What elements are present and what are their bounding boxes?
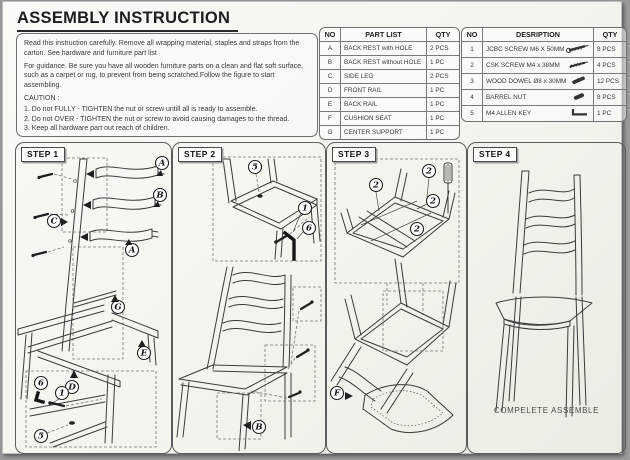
caution-item: 3. Keep all hardware part out reach of children. [24, 125, 170, 133]
hardware-qty: 12 PCS [594, 74, 627, 90]
svg-text:2: 2 [373, 180, 379, 191]
cushion-seat [363, 385, 453, 433]
callout-2 [423, 165, 436, 198]
svg-text:5: 5 [38, 431, 44, 442]
instructions-box [16, 33, 318, 137]
col-description: DESRIPTION [483, 28, 594, 42]
svg-text:E: E [140, 348, 148, 359]
step1-diagram [16, 155, 171, 451]
part-row [320, 56, 459, 70]
part-no: E [320, 98, 341, 112]
hardware-name: CSK SCREW M4 x 38MM [486, 62, 560, 69]
part-name: SIDE LEG [341, 70, 427, 84]
svg-text:6: 6 [306, 223, 312, 234]
step2-label: STEP 2 [178, 147, 222, 162]
hardware-row [462, 42, 626, 58]
svg-text:2: 2 [414, 224, 420, 235]
callout-6 [297, 222, 316, 240]
svg-text:C: C [50, 216, 58, 227]
seat-underside [341, 166, 455, 257]
complete-chair [496, 171, 592, 417]
hardware-no: 3 [462, 74, 483, 90]
part-qty: 1 PC [427, 112, 460, 126]
part-qty: 1 PC [427, 126, 460, 140]
callout-g [111, 295, 125, 314]
hardware-name: WOOD DOWEL Ø8 x 30MM [486, 78, 567, 85]
allen-key-icon [36, 393, 43, 402]
part-name: BACK RAIL [341, 98, 427, 112]
barrel-nut-icon [565, 91, 591, 101]
svg-text:D: D [68, 382, 76, 393]
part-name: FRONT RAIL [341, 84, 427, 98]
caution-item: 2. Do not OVER - TIGHTEN the nut or screw to avoid causing damages to the thread. [24, 115, 290, 123]
svg-text:B: B [255, 422, 263, 433]
step1-panel [15, 142, 172, 454]
instruction-sheet [2, 1, 622, 454]
step4-label: STEP 4 [473, 147, 517, 162]
part-list-header [320, 28, 459, 42]
instructions-paragraph: Read this instruction carefully. Remove all wrapping material, staples and straps from the carton. See hardware and furniture part list [24, 40, 300, 57]
barrel-nut-icon [69, 421, 75, 425]
hardware-name-cell [483, 106, 594, 122]
svg-text:1: 1 [302, 203, 308, 214]
part-name: BACK REST without HOLE [341, 56, 427, 70]
hardware-qty: 8 PCS [594, 42, 627, 58]
instructions-paragraph: For guidance. Be sure you have all wooden furniture parts on a clean and flat soft surface, such as a carpet or rug, to prevent from being scratched.Follow the figure to start assembling. [24, 62, 303, 90]
hardware-qty: 1 PC [594, 106, 627, 122]
step4-panel [467, 142, 626, 454]
callout-5 [35, 425, 69, 443]
col-no: NO [320, 28, 341, 42]
callout-2 [411, 223, 424, 236]
step4-diagram [468, 155, 625, 425]
hardware-name: JCBC SCREW M6 X 50MM [486, 46, 565, 53]
callout-1 [54, 387, 69, 403]
svg-text:F: F [333, 388, 341, 399]
hardware-no: 4 [462, 90, 483, 106]
svg-text:G: G [114, 302, 122, 313]
hardware-name-cell [483, 74, 594, 90]
svg-text:B: B [156, 190, 164, 201]
barrel-nut-icon [257, 194, 262, 198]
svg-text:1: 1 [59, 388, 65, 399]
callout-2 [370, 179, 383, 212]
hardware-no: 2 [462, 58, 483, 74]
screw-icon [48, 399, 102, 406]
hardware-table [461, 27, 627, 122]
hardware-row [462, 106, 626, 122]
hardware-name-cell [483, 58, 594, 74]
hardware-qty: 4 PCS [594, 58, 627, 74]
part-qty: 1 PC [427, 84, 460, 98]
part-no: D [320, 84, 341, 98]
hardware-name-cell [483, 90, 594, 106]
caution-item: 1. Do not FULLY - TIGHTEN the nut or screw untill all is ready to assemble. [24, 105, 258, 113]
col-no: NO [462, 28, 483, 42]
callout-f [331, 387, 354, 401]
caution-title: CAUTION : [24, 94, 60, 102]
part-row [320, 42, 459, 56]
part-no: G [320, 126, 341, 140]
step3-label: STEP 3 [332, 147, 376, 162]
step3-panel [326, 142, 467, 454]
part-name: CUSHION SEAT [341, 112, 427, 126]
part-row [320, 112, 459, 126]
step2-diagram [173, 155, 325, 451]
hardware-row [462, 90, 626, 106]
step1-label: STEP 1 [21, 147, 65, 162]
hardware-name-cell [483, 42, 594, 58]
hardware-no: 5 [462, 106, 483, 122]
part-qty: 2 PCS [427, 42, 460, 56]
hardware-name: M4 ALLEN KEY [486, 110, 532, 117]
step3-diagram [327, 155, 466, 451]
part-row [320, 98, 459, 112]
upside-down-chair [331, 259, 456, 413]
svg-text:2: 2 [430, 196, 436, 207]
hardware-no: 1 [462, 42, 483, 58]
callout-c [48, 215, 69, 228]
part-qty: 2 PCS [427, 70, 460, 84]
svg-text:A: A [128, 245, 136, 256]
col-qty: QTY [594, 28, 627, 42]
screw-icon [251, 300, 314, 398]
allen-key-icon [565, 107, 591, 117]
col-qty: QTY [427, 28, 460, 42]
part-name: CENTER SUPPORT [341, 126, 427, 140]
col-part-list: PART LIST [341, 28, 427, 42]
part-no: A [320, 42, 341, 56]
part-list-table [319, 27, 460, 140]
svg-text:6: 6 [38, 378, 44, 389]
svg-text:5: 5 [252, 162, 258, 173]
part-no: F [320, 112, 341, 126]
callout-6 [35, 377, 48, 390]
back-rest-slats [80, 166, 164, 241]
jcbc-screw-icon [565, 43, 591, 53]
step2-panel [172, 142, 326, 454]
callout-a [156, 157, 169, 177]
hardware-row [462, 58, 626, 74]
svg-text:A: A [158, 158, 166, 169]
part-qty: 1 PC [427, 98, 460, 112]
svg-text:2: 2 [426, 166, 432, 177]
part-row [320, 84, 459, 98]
complete-assemble-caption: COMPELETE ASSEMBLE [493, 406, 600, 415]
part-row [320, 126, 459, 140]
csk-screw-icon [565, 59, 591, 69]
hardware-name: BARREL NUT [486, 94, 527, 101]
page-title: ASSEMBLY INSTRUCTION [17, 9, 238, 32]
part-row [320, 70, 459, 84]
wood-dowel-icon [565, 75, 591, 85]
part-name: BACK REST with HOLE [341, 42, 427, 56]
part-no: B [320, 56, 341, 70]
hardware-qty: 8 PCS [594, 90, 627, 106]
part-qty: 1 PC [427, 56, 460, 70]
part-no: C [320, 70, 341, 84]
hardware-row [462, 74, 626, 90]
hardware-header [462, 28, 626, 42]
